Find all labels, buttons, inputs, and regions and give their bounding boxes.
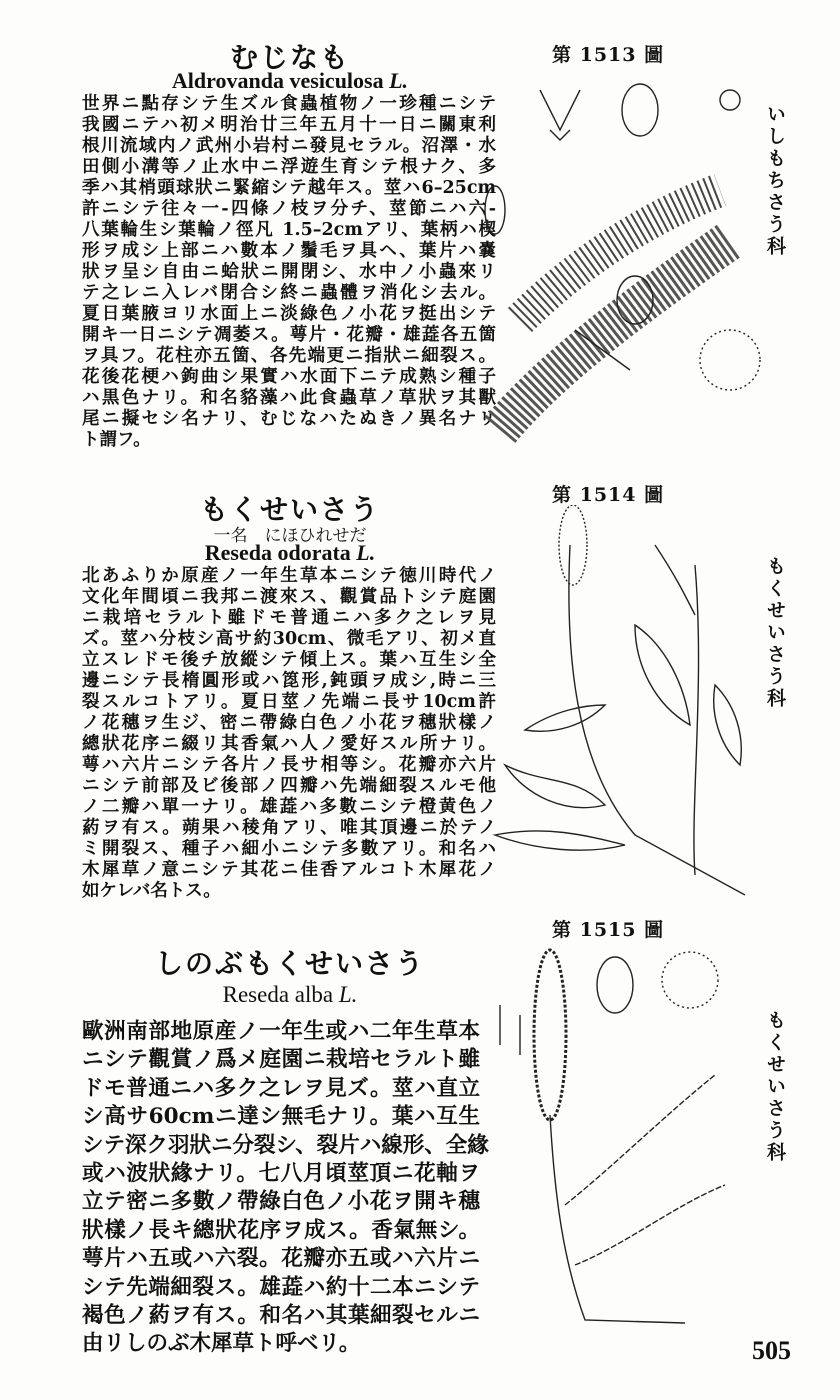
entry-1-description (82, 94, 496, 451)
text-line: ズ。莖ハ分枝シ高サ約30cm、微毛アリ、初メ直 (82, 629, 496, 649)
text-line: 八葉輪生シ葉輪ノ徑凡 1.5–2cmアリ、葉柄ハ楔 (82, 220, 496, 240)
reseda-alba-illustration (485, 945, 765, 1330)
text-line: 田側小溝等ノ止水中ニ浮遊生育シテ根ナク、多 (82, 157, 496, 177)
latin-species: Reseda alba (222, 982, 334, 1007)
text-line: 褐色ノ葯ヲ有ス。和名ハ其葉細裂セルニ (82, 1303, 480, 1329)
entry-3-japanese-name: しのぶもくせいさう (154, 947, 425, 980)
text-line: 如ケレバ名トス。 (82, 881, 221, 901)
text-line: 許ニシテ往々一-四條ノ枝ヲ分チ、莖節ニハ六- (82, 199, 496, 219)
text-line: ドモ普通ニハ多ク之レヲ見ズ。莖ハ直立 (82, 1075, 480, 1101)
text-line: ニシテ前部及ビ後部ノ四瓣ハ先端細裂スルモ他 (82, 776, 496, 796)
text-line: 萼片ハ五或ハ六裂。花瓣亦五或ハ六片ニ (82, 1246, 480, 1272)
reseda-odorata-illustration (485, 505, 755, 905)
text-line: 季ハ其梢頭球狀ニ緊縮シテ越年ス。莖ハ6–25cm (82, 178, 496, 198)
text-line: ミ開裂ス、種子ハ細小ニシテ多數アリ。和名ハ (82, 839, 496, 859)
latin-species: Reseda odorata (204, 540, 351, 565)
text-line: 夏日葉腋ヨリ水面上ニ淡綠色ノ小花ヲ挺出シテ (82, 304, 496, 324)
text-line: 由リしのぶ木犀草ト呼ベリ。 (82, 1331, 361, 1357)
latin-author: L. (338, 982, 358, 1007)
text-line: 開キ一日ニシテ凋萎ス。萼片・花瓣・雄蕋各五箇 (82, 325, 496, 345)
family-label-1514: もくせいさう科 (764, 556, 786, 710)
text-line: 形ヲ成シ上部ニハ數本ノ鬚毛ヲ具ヘ、葉片ハ嚢 (82, 241, 496, 261)
entry-2-alias: 一名 にほひれせだ (213, 526, 367, 546)
entry-3-description (82, 1018, 489, 1359)
text-line: 花後花梗ハ鉤曲シ果實ハ水面下ニテ成熟シ種子 (82, 367, 496, 387)
text-line: 我國ニテハ初メ明治廿三年五月十一日ニ關東利 (82, 115, 496, 135)
text-line: テ之レニ入レバ閉合シ終ニ蟲體ヲ消化シ去ル。 (82, 283, 496, 303)
text-line: 或ハ波狀緣ナリ。七八月頃莖頂ニ花軸ヲ (82, 1161, 480, 1187)
text-line: 尾ニ擬セシ名ナリ、むじなハたぬきノ異名ナリ (82, 409, 496, 429)
text-line: 立スレドモ後チ放縱シテ傾上ス。葉ハ互生シ全 (82, 650, 496, 670)
entry-1-japanese-name: むじなも (229, 41, 350, 74)
text-line: 萼ハ六片ニシテ各片ノ長サ相等シ。花瓣亦六片 (82, 755, 496, 775)
text-line: 根川流域内ノ武州小岩村ニ發見セラル。沼澤・水 (82, 136, 496, 156)
figure-label-1514: 第 1514 圖 (552, 484, 665, 506)
family-label-1513: いしもちさう科 (764, 104, 786, 258)
text-line: シ高サ60cmニ達シ無毛ナリ。葉ハ互生 (82, 1104, 480, 1130)
entry-2-latin-name (80, 540, 500, 566)
text-line: 文化年間頃ニ我邦ニ渡來ス、觀賞品トシテ庭園 (82, 587, 496, 607)
text-line: 邊ニシテ長楕圓形或ハ箆形,鈍頭ヲ成シ,時ニ三 (82, 671, 496, 691)
text-line: シテ深ク羽狀ニ分裂シ、裂片ハ線形、全緣 (82, 1132, 489, 1158)
figure-label-1513: 第 1513 圖 (552, 44, 665, 66)
text-line: 總狀花序ニ綴リ其香氣ハ人ノ愛好スル所ナリ。 (82, 734, 496, 754)
text-line: シテ先端細裂ス。雄蕋ハ約十二本ニシテ (82, 1274, 480, 1300)
latin-species: Aldrovanda vesiculosa (171, 68, 384, 93)
text-line: 裂スルコトアリ。夏日莖ノ先端ニ長サ10cm許 (82, 692, 496, 712)
text-line: ヲ具フ。花柱亦五箇、各先端更ニ指狀ニ細裂ス。 (82, 346, 496, 366)
text-line: 狀ヲ呈シ自由ニ蛤狀ニ開閉シ、水中ノ小蟲來リ (82, 262, 496, 282)
text-line: ノ花穗ヲ生ジ、密ニ帶綠白色ノ小花ヲ穗狀樣ノ (82, 713, 496, 733)
page-number: 505 (752, 1336, 791, 1365)
entry-3-latin-name (80, 982, 500, 1008)
text-line: 葯ヲ有ス。蒴果ハ稜角アリ、唯其頂邊ニ於テノ (82, 818, 496, 838)
text-line: ニ栽培セラルト雖ドモ普通ニハ多ク之レヲ見 (82, 608, 496, 628)
text-line: 立テ密ニ多數ノ帶綠白色ノ小花ヲ開キ穗 (82, 1189, 480, 1215)
text-line: 木犀草ノ意ニシテ其花ニ佳香アルコト木犀花ノ (82, 860, 496, 880)
aldrovanda-illustration (480, 70, 770, 460)
latin-author: L. (389, 68, 409, 93)
family-label-1515: もくせいさう科 (764, 1010, 786, 1164)
text-line: 狀樣ノ長キ總狀花序ヲ成ス。香氣無シ。 (82, 1217, 480, 1243)
text-line: 歐洲南部地原産ノ一年生或ハ二年生草本 (82, 1019, 480, 1044)
figure-label-1515: 第 1515 圖 (552, 919, 665, 941)
text-line: 北あふりか原産ノ一年生草本ニシテ徳川時代ノ (82, 566, 496, 586)
entry-1-latin-name (80, 68, 500, 94)
text-line: ニシテ觀賞ノ爲メ庭園ニ栽培セラルト雖 (82, 1047, 480, 1073)
entry-2-japanese-name: もくせいさう (199, 493, 380, 526)
text-line: ト謂フ。 (82, 430, 151, 450)
text-line: ハ黒色ナリ。和名貉藻ハ此食蟲草ノ草狀ヲ其獸 (82, 388, 496, 408)
entry-2-description (82, 566, 496, 902)
text-line: ノ二瓣ハ單一ナリ。雄蕋ハ多數ニシテ橙黄色ノ (82, 797, 496, 817)
latin-author: L. (356, 540, 376, 565)
text-line: 世界ニ點存シテ生ズル食蟲植物ノ一珍種ニシテ (82, 94, 496, 114)
